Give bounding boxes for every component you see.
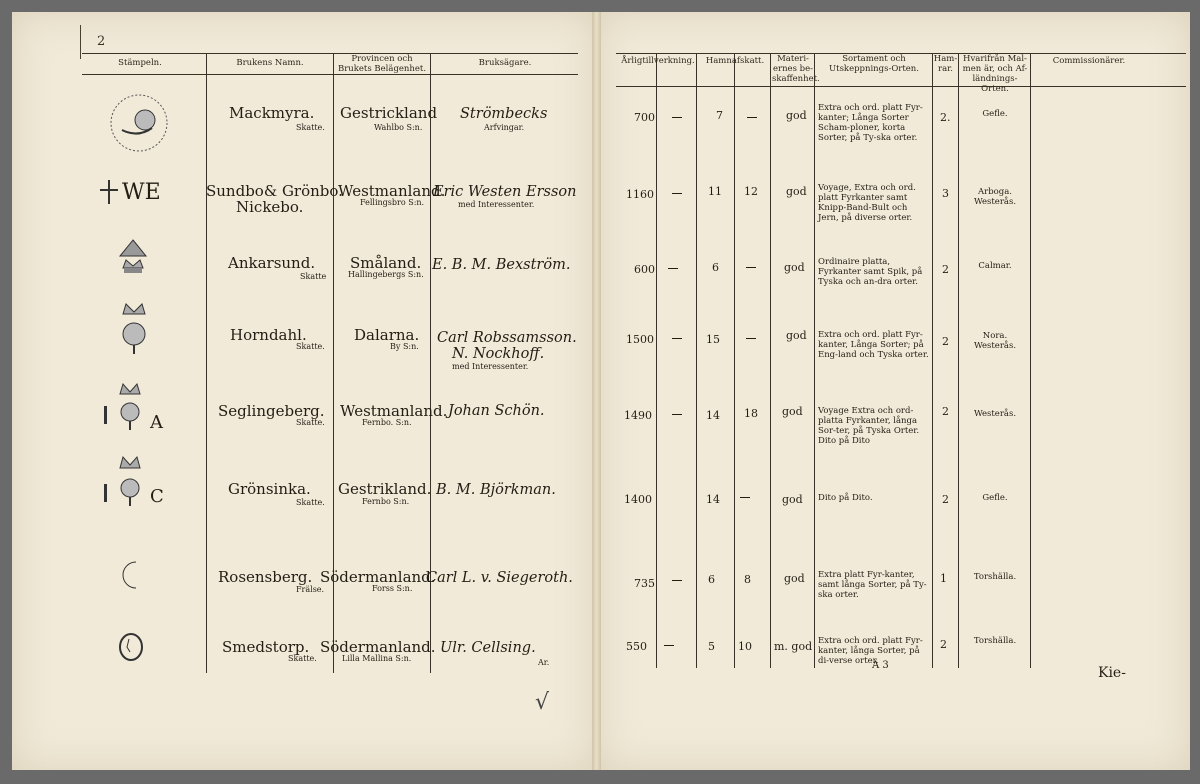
header-name: Brukens Namn.	[236, 58, 304, 68]
page-corner-mark	[80, 25, 81, 59]
owner: Carl Robssamsson.	[437, 330, 577, 346]
parish: Fernbo. S:n.	[362, 418, 412, 427]
col-divider	[958, 53, 959, 668]
header-commission: Commissionärer.	[1052, 56, 1126, 66]
dash	[740, 497, 750, 498]
works-name: Horndahl.	[230, 326, 307, 344]
parish: Lilla Mallina S:n.	[342, 654, 412, 663]
works-tenure: Frälse.	[296, 585, 325, 594]
province: Småland.	[350, 254, 422, 272]
book-gutter	[592, 12, 601, 770]
owner: B. M. Björkman.	[436, 482, 556, 498]
col-divider	[656, 53, 657, 668]
dash	[672, 580, 682, 581]
owner: Eric Westen Ersson	[433, 184, 577, 200]
parish: Fernbo S:n.	[362, 497, 410, 506]
assortment: Voyage Extra och ord-platta Fyrkanter, långa Sor-ter, på Tyska Orter. Dito på Dito	[818, 406, 920, 446]
from-where: Arboga. Westerås.	[973, 187, 1017, 207]
header-harbor-tax: Hamnafskatt.	[705, 56, 765, 66]
parish: By S:n.	[390, 342, 419, 351]
col-divider	[734, 53, 735, 668]
harbor-tax: 11	[708, 185, 722, 198]
dash	[672, 193, 682, 194]
material: god	[784, 261, 805, 274]
catchword: Kie-	[1098, 665, 1126, 681]
stamp-anchor-crown-icon	[118, 238, 148, 282]
works-name: Rosensberg.	[218, 568, 313, 586]
assortment: Extra och ord. platt Fyr-kanter; Långa Sorter Scham-ploner, korta Sorter, på Ty-ska orter.	[818, 103, 923, 143]
province: Gestrickland	[340, 104, 438, 122]
dash	[664, 645, 674, 646]
harbor-tax: 15	[706, 333, 720, 346]
page-signature: A 3	[872, 660, 889, 671]
header-stamp: Stämpeln.	[118, 58, 162, 68]
works-name: Grönsinka.	[228, 480, 311, 498]
material: god	[786, 185, 807, 198]
header-bottom-rule	[82, 74, 578, 75]
owner-note: Arfvingar.	[484, 123, 525, 132]
assortment: Extra platt Fyr-kanter, samt långa Sorter, på Ty-ska orter.	[818, 570, 927, 600]
production: 735	[634, 577, 655, 590]
owner-note: Ar.	[538, 658, 550, 667]
province: Södermanland.	[320, 638, 436, 656]
col-divider	[770, 53, 771, 668]
from-where: Torshälla.	[973, 636, 1017, 646]
parish: Hallingebergs S:n.	[348, 270, 424, 279]
assortment: Extra och ord. platt Fyr-kanter, långa Sorter, på di-verse orter.	[818, 636, 923, 666]
hammers: 2	[942, 493, 949, 506]
production: 1500	[626, 333, 654, 346]
harbor-tax: 5	[708, 640, 715, 653]
header-assortment: Sortament och Utskeppnings-Orten.	[828, 54, 919, 74]
works-name: Seglingeberg.	[218, 402, 325, 420]
province: Södermanland.	[320, 568, 436, 586]
works-name-2: Nickebo.	[236, 198, 304, 216]
works-tenure: Skatte.	[288, 654, 317, 663]
owner-2: N. Nockhoff.	[452, 346, 545, 362]
owner-note: med Interessenter.	[458, 200, 535, 209]
col-divider	[1030, 53, 1031, 668]
province: Westmanland.	[338, 182, 446, 200]
harbor-tax-2: 8	[744, 573, 751, 586]
from-where: Gefle.	[982, 109, 1008, 119]
hammers: 3	[942, 187, 949, 200]
assortment: Dito på Dito.	[818, 493, 873, 503]
parish: Wahlbo S:n.	[374, 123, 423, 132]
production: 1400	[624, 493, 652, 506]
works-tenure: Skatte	[300, 272, 327, 281]
hammers: 1	[940, 572, 947, 585]
assortment: Extra och ord. platt Fyr-kanter, Långa Sorter; på Eng-land och Tyska orter.	[818, 330, 929, 360]
from-where: Nora. Westerås.	[973, 331, 1017, 351]
works-name: Ankarsund.	[228, 254, 316, 272]
material: m. god	[774, 640, 813, 653]
material: god	[782, 405, 803, 418]
hammers: 2	[942, 335, 949, 348]
dash	[747, 117, 757, 118]
header-material: Materi-ernes be-skaffenhet.	[772, 54, 820, 84]
harbor-tax: 6	[712, 261, 719, 274]
stamp-mark-a: A	[150, 412, 163, 433]
owner: Johan Schön.	[448, 403, 545, 419]
hammers: 2	[940, 638, 947, 651]
works-tenure: Skatte.	[296, 342, 325, 351]
works-tenure: Skatte.	[296, 498, 325, 507]
header-from-where: Hvarifrån Mal-men är, och Af-ländnings-Orten.	[962, 54, 1028, 94]
stamp-cross-icon	[98, 178, 120, 210]
dash	[668, 268, 678, 269]
hammers: 2.	[940, 111, 951, 124]
col-divider	[814, 53, 815, 668]
owner: E. B. M. Bexström.	[432, 257, 571, 273]
col-divider	[696, 53, 697, 668]
material: god	[782, 493, 803, 506]
owner: Strömbecks	[460, 106, 548, 122]
harbor-tax-2: 18	[744, 407, 758, 420]
harbor-tax: 14	[706, 409, 720, 422]
province: Westmanland.	[340, 402, 448, 420]
stamp-moon-face-icon	[116, 558, 146, 596]
from-where: Gefle.	[982, 493, 1008, 503]
header-hammers: Ham-rar.	[933, 54, 958, 74]
works-tenure: Skatte.	[296, 123, 325, 132]
production: 1490	[624, 409, 652, 422]
page-number: 2	[97, 34, 106, 49]
harbor-tax-2: 10	[738, 640, 752, 653]
works-name: Smedstorp.	[222, 638, 310, 656]
material: god	[784, 572, 805, 585]
stamp-circle-icon	[108, 92, 170, 158]
harbor-tax: 14	[706, 493, 720, 506]
harbor-tax: 6	[708, 573, 715, 586]
stamp-sun-face-icon	[116, 630, 146, 668]
parish: Fellingsbro S:n.	[360, 198, 425, 207]
dash	[672, 117, 682, 118]
material: god	[786, 329, 807, 342]
province: Gestrikland.	[338, 480, 432, 498]
production: 550	[626, 640, 647, 653]
production: 700	[634, 111, 655, 124]
assortment: Ordinaire platta, Fyrkanter samt Spik, på Tyska och an-dra orter.	[818, 257, 923, 287]
harbor-tax-2: 12	[744, 185, 758, 198]
hammers: 2	[942, 405, 949, 418]
stamp-crown-tree-a-icon	[100, 380, 148, 440]
harbor-tax: 7	[716, 109, 723, 122]
parish: Forss S:n.	[372, 584, 413, 593]
owner: Ulr. Cellsing.	[440, 640, 536, 656]
production: 1160	[626, 188, 654, 201]
hammers: 2	[942, 263, 949, 276]
works-name: Mackmyra.	[229, 104, 315, 122]
col-divider	[932, 53, 933, 668]
stamp-crown-tree-c-icon	[100, 452, 148, 514]
dash	[746, 267, 756, 268]
checkmark-icon: √	[535, 690, 550, 715]
from-where: Torshälla.	[973, 572, 1017, 582]
stamp-mark-text: WE	[122, 180, 161, 205]
header-owner: Bruksägare.	[478, 58, 532, 68]
province: Dalarna.	[354, 326, 420, 344]
stamp-crown-tree-icon	[118, 300, 150, 362]
from-where: Westerås.	[973, 409, 1017, 419]
assortment: Voyage, Extra och ord. platt Fyrkanter samt Knipp-Band-Bult och Jern, på diverse orter.	[818, 183, 916, 223]
dash	[672, 414, 682, 415]
dash	[746, 338, 756, 339]
stamp-mark-c: C	[150, 486, 164, 507]
header-top-rule	[82, 53, 578, 54]
works-name: Sundbo& Grönbo.	[206, 182, 343, 200]
col-divider	[206, 53, 207, 673]
material: god	[786, 109, 807, 122]
header-bottom-rule-right	[616, 86, 1186, 87]
owner: Carl L. v. Siegeroth.	[426, 570, 573, 586]
from-where: Calmar.	[978, 261, 1012, 271]
dash	[672, 338, 682, 339]
production: 600	[634, 263, 655, 276]
owner-note: med Interessenter.	[452, 362, 529, 371]
header-production: Årligtillverkning.	[621, 56, 695, 66]
works-tenure: Skatte.	[296, 418, 325, 427]
header-province: Provincen och Brukets Belägenhet.	[337, 54, 427, 74]
